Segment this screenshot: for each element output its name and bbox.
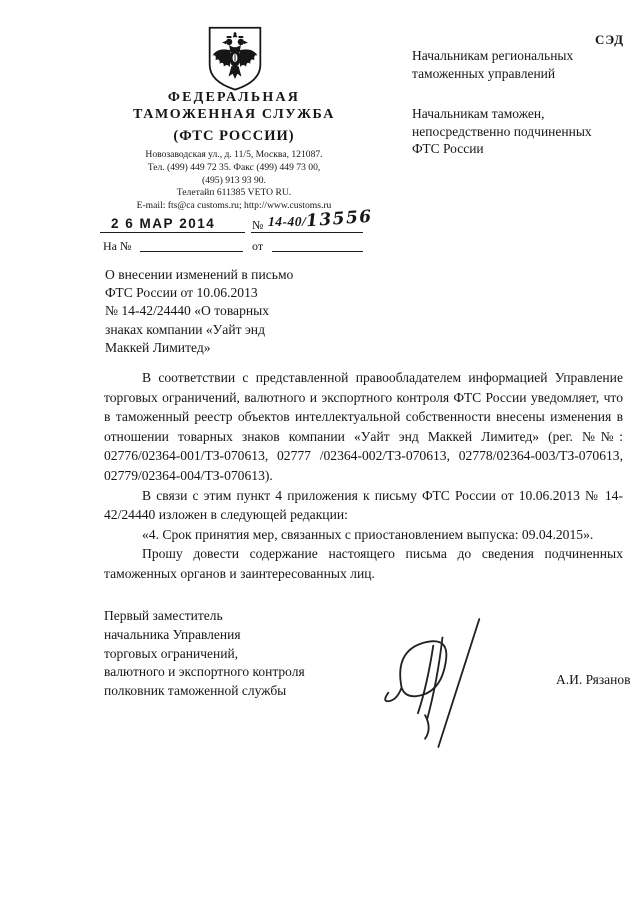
- number-sign: №: [252, 218, 264, 232]
- addressee-block-1: [412, 47, 630, 82]
- reply-date-blank-line: [272, 251, 363, 252]
- letter-body: [104, 368, 623, 584]
- outgoing-number-prefix: 14-40/: [268, 214, 307, 229]
- letter-subject: [105, 266, 355, 357]
- addressee-2-line-1: Начальникам таможен,: [412, 106, 545, 121]
- subject-line-1: О внесении изменений в письмо: [105, 267, 294, 282]
- subject-line-5: Маккей Лимитед»: [105, 339, 211, 355]
- signer-title-line-3: торговых ограничений,: [104, 645, 239, 661]
- number-rule-line: [251, 232, 363, 233]
- body-paragraph-3: «4. Срок принятия мер, связанных с приостановлением выпуска: 09.04.2015».: [142, 526, 594, 542]
- body-paragraph-1: В соответствии с представленной правообладателем информацией Управление торговых ограничений, валютного и экспортного контроля ФТС России уведомляет, что в таможенный реестр объектов интеллектуальной собственности внесены изменения в отношении товарных знаков компании «Уайт энд Маккей Лимитед» (рег. №№: 02776/02364-001/ТЗ-070613, 02777 /02364-002/ТЗ-070613, 02778/02364-003/ТЗ-070613, 02779/02364-004/ТЗ-070613).: [104, 370, 623, 483]
- date-stamp: 2 6 МАР 2014: [111, 216, 216, 231]
- subject-line-2: ФТС России от 10.06.2013: [105, 285, 258, 301]
- addressee-1-line-1: Начальникам региональных: [412, 48, 574, 63]
- addressee-1-line-2: таможенных управлений: [412, 65, 556, 81]
- addressee-2-line-2: непосредственно подчиненных: [412, 123, 592, 139]
- signer-title-line-1: Первый заместитель: [104, 608, 223, 623]
- phone-fax-line: Тел. (499) 449 72 35. Факс (499) 449 73 00,: [147, 161, 321, 173]
- signer-title-block: [104, 607, 344, 701]
- signer-name: А.И. Рязанов: [556, 672, 631, 687]
- body-paragraph-2: В связи с этим пункт 4 приложения к письму ФТС России от 10.06.2013 № 14-42/24440 изложен в следующей редакции:: [104, 487, 623, 523]
- outgoing-number-handwritten: 13556: [305, 206, 374, 232]
- org-name-line-2: ТАМОЖЕННАЯ СЛУЖБА: [133, 107, 335, 122]
- teletype-line: Телетайп 611385 VETO RU.: [176, 187, 292, 199]
- letterhead-contacts: [96, 149, 372, 213]
- addressee-block-2: [412, 105, 630, 158]
- phone-line-2: (495) 913 93 90.: [202, 174, 266, 186]
- addressee-2-line-3: ФТС России: [412, 141, 484, 157]
- reply-number-blank-line: [140, 251, 243, 252]
- signer-title-line-5: полковник таможенной службы: [104, 683, 287, 699]
- org-abbreviation: (ФТС РОССИИ): [173, 128, 295, 144]
- russia-coat-of-arms-icon: [205, 26, 265, 92]
- reply-to-number-label: На №: [103, 239, 132, 253]
- org-name-line-1: ФЕДЕРАЛЬНАЯ: [167, 90, 301, 105]
- body-paragraph-4: Прошу довести содержание настоящего письма до сведения подчиненных таможенных органов и заинтересованных лиц.: [104, 546, 623, 581]
- subject-line-3: № 14-42/24440 «О товарных: [105, 303, 270, 319]
- date-rule-line: [100, 232, 245, 233]
- sed-system-label: СЭД: [595, 32, 625, 47]
- email-website-line: E-mail: fts@ca customs.ru; http://www.customs.ru: [136, 200, 332, 212]
- signer-title-line-4: валютного и экспортного контроля: [104, 664, 305, 680]
- subject-line-4: знаках компании «Уайт энд: [105, 321, 265, 337]
- signer-title-line-2: начальника Управления: [104, 626, 241, 642]
- reply-date-label: от: [252, 239, 264, 253]
- postal-address: Новозаводская ул., д. 11/5, Москва, 121087.: [145, 149, 323, 160]
- signature-autograph: [380, 614, 508, 752]
